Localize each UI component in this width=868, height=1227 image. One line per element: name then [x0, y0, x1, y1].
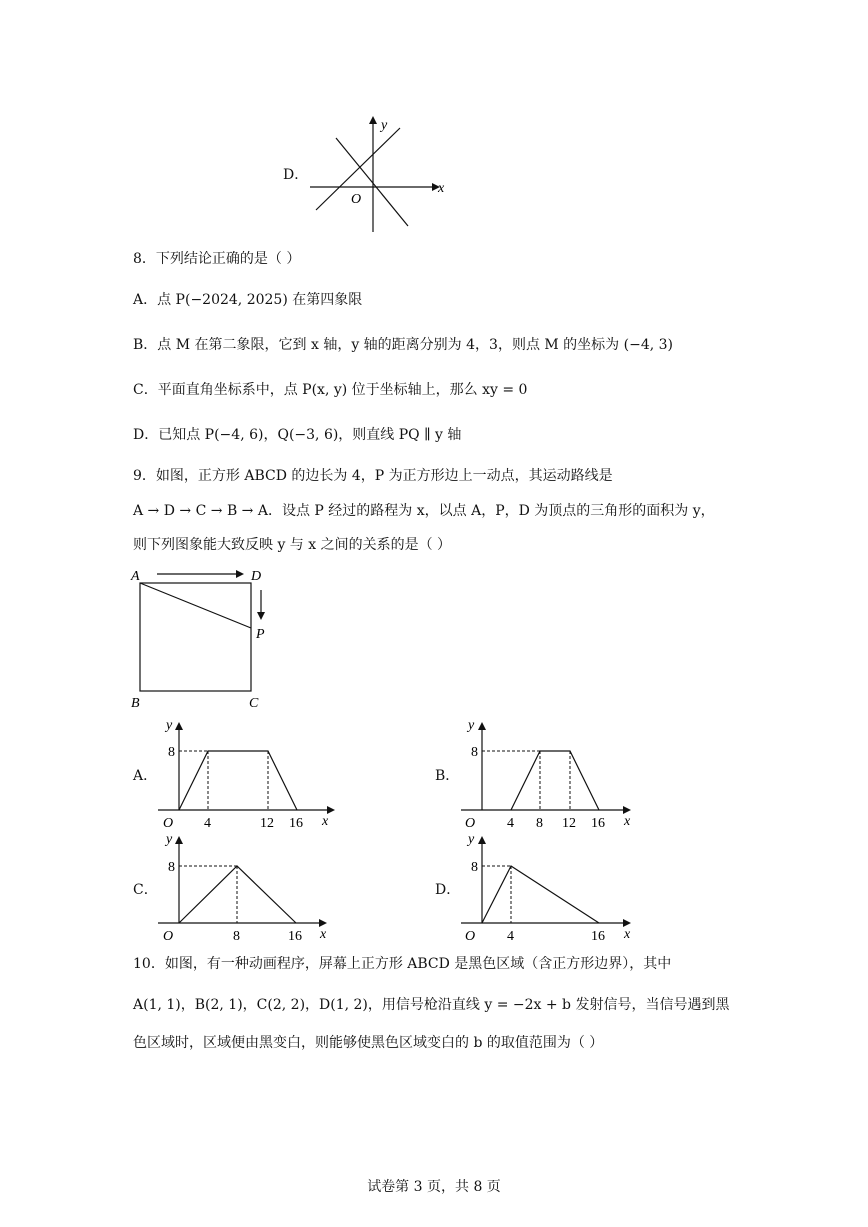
tick-8-x: 8: [536, 816, 543, 831]
origin: O: [465, 929, 476, 944]
y-axis-arrow: [175, 836, 183, 844]
q9-option-c-label: C．: [133, 882, 158, 898]
x-axis-label: x: [438, 181, 445, 196]
tick-8: 8: [168, 860, 175, 875]
tick-4: 4: [507, 929, 514, 944]
origin-label: O: [351, 192, 362, 207]
q9-line-1: 9．如图，正方形 ABCD 的边长为 4，P 为正方形边上一动点，其运动路线是: [133, 468, 613, 484]
label-b: B: [131, 696, 140, 711]
tick-16: 16: [288, 929, 302, 944]
y-label: y: [468, 832, 475, 847]
y-axis-arrow: [175, 722, 183, 730]
graph-d: [461, 832, 631, 944]
q9-option-b-label: B．: [435, 768, 460, 784]
page-footer: 试卷第 3 页，共 8 页: [367, 1179, 501, 1195]
y-axis-label: y: [381, 118, 388, 133]
tick-8: 8: [471, 745, 478, 760]
graph-c: [158, 832, 327, 944]
tick-16: 16: [289, 816, 303, 831]
graph-line: [179, 866, 296, 923]
label-c: C: [249, 696, 259, 711]
q9-option-a-label: A．: [133, 768, 158, 784]
tick-8: 8: [168, 745, 175, 760]
q9-line-2: A → D → C → B → A．设点 P 经过的路程为 x，以点 A，P，D 为顶点的三角形的面积为 y，: [133, 503, 715, 519]
tick-12: 12: [562, 816, 576, 831]
x-axis-arrow: [623, 919, 631, 927]
tick-12: 12: [260, 816, 274, 831]
tick-16: 16: [591, 929, 605, 944]
label-p: P: [256, 627, 265, 642]
y-label: y: [468, 718, 475, 733]
q10-line-3: 色区域时，区域便由黑变白，则能够使黑色区域变白的 b 的取值范围为（ ）: [133, 1035, 604, 1051]
graph-line: [179, 751, 297, 810]
q9-line-3: 则下列图象能大致反映 y 与 x 之间的关系的是（ ）: [133, 537, 452, 553]
tick-4: 4: [204, 816, 211, 831]
graph-line: [482, 866, 599, 923]
y-label: y: [166, 832, 173, 847]
x-label: x: [624, 814, 631, 829]
x-axis-arrow: [327, 806, 335, 814]
q8-stem: 8．下列结论正确的是（ ）: [133, 251, 301, 267]
y-axis-arrow: [478, 722, 486, 730]
q10-line-2: A(1, 1)，B(2, 1)，C(2, 2)，D(1, 2)，用信号枪沿直线 y = −2x + b 发射信号，当信号遇到黑: [133, 997, 730, 1013]
q9-option-d-label: D．: [435, 882, 461, 898]
q8-option-d: D．已知点 P(−4, 6)，Q(−3, 6)，则直线 PQ ∥ y 轴: [133, 427, 462, 443]
origin: O: [163, 816, 174, 831]
label-d: D: [251, 569, 262, 584]
x-label: x: [320, 927, 327, 942]
x-label: x: [322, 814, 329, 829]
y-axis-arrow: [478, 836, 486, 844]
tick-8-x: 8: [233, 929, 240, 944]
q10-line-1: 10．如图，有一种动画程序，屏幕上正方形 ABCD 是黑色区域（含正方形边界），其中: [133, 956, 672, 972]
tick-4: 4: [507, 816, 514, 831]
label-a: A: [131, 569, 140, 584]
q8-option-a: A．点 P(−2024, 2025) 在第四象限: [133, 292, 363, 308]
origin: O: [163, 929, 174, 944]
origin: O: [465, 816, 476, 831]
q7-option-d-label: D．: [283, 167, 309, 183]
graph-b: [461, 718, 631, 831]
x-label: x: [624, 927, 631, 942]
tick-8: 8: [471, 860, 478, 875]
x-axis-arrow: [319, 919, 327, 927]
x-axis-arrow: [623, 806, 631, 814]
y-label: y: [166, 718, 173, 733]
tick-16: 16: [591, 816, 605, 831]
graph-line: [511, 751, 599, 810]
q8-option-c: C．平面直角坐标系中，点 P(x, y) 位于坐标轴上，那么 xy = 0: [133, 382, 528, 398]
q8-option-b: B．点 M 在第二象限，它到 x 轴，y 轴的距离分别为 4，3，则点 M 的坐标为 (−4, 3): [133, 337, 673, 353]
graph-a: [158, 718, 335, 831]
